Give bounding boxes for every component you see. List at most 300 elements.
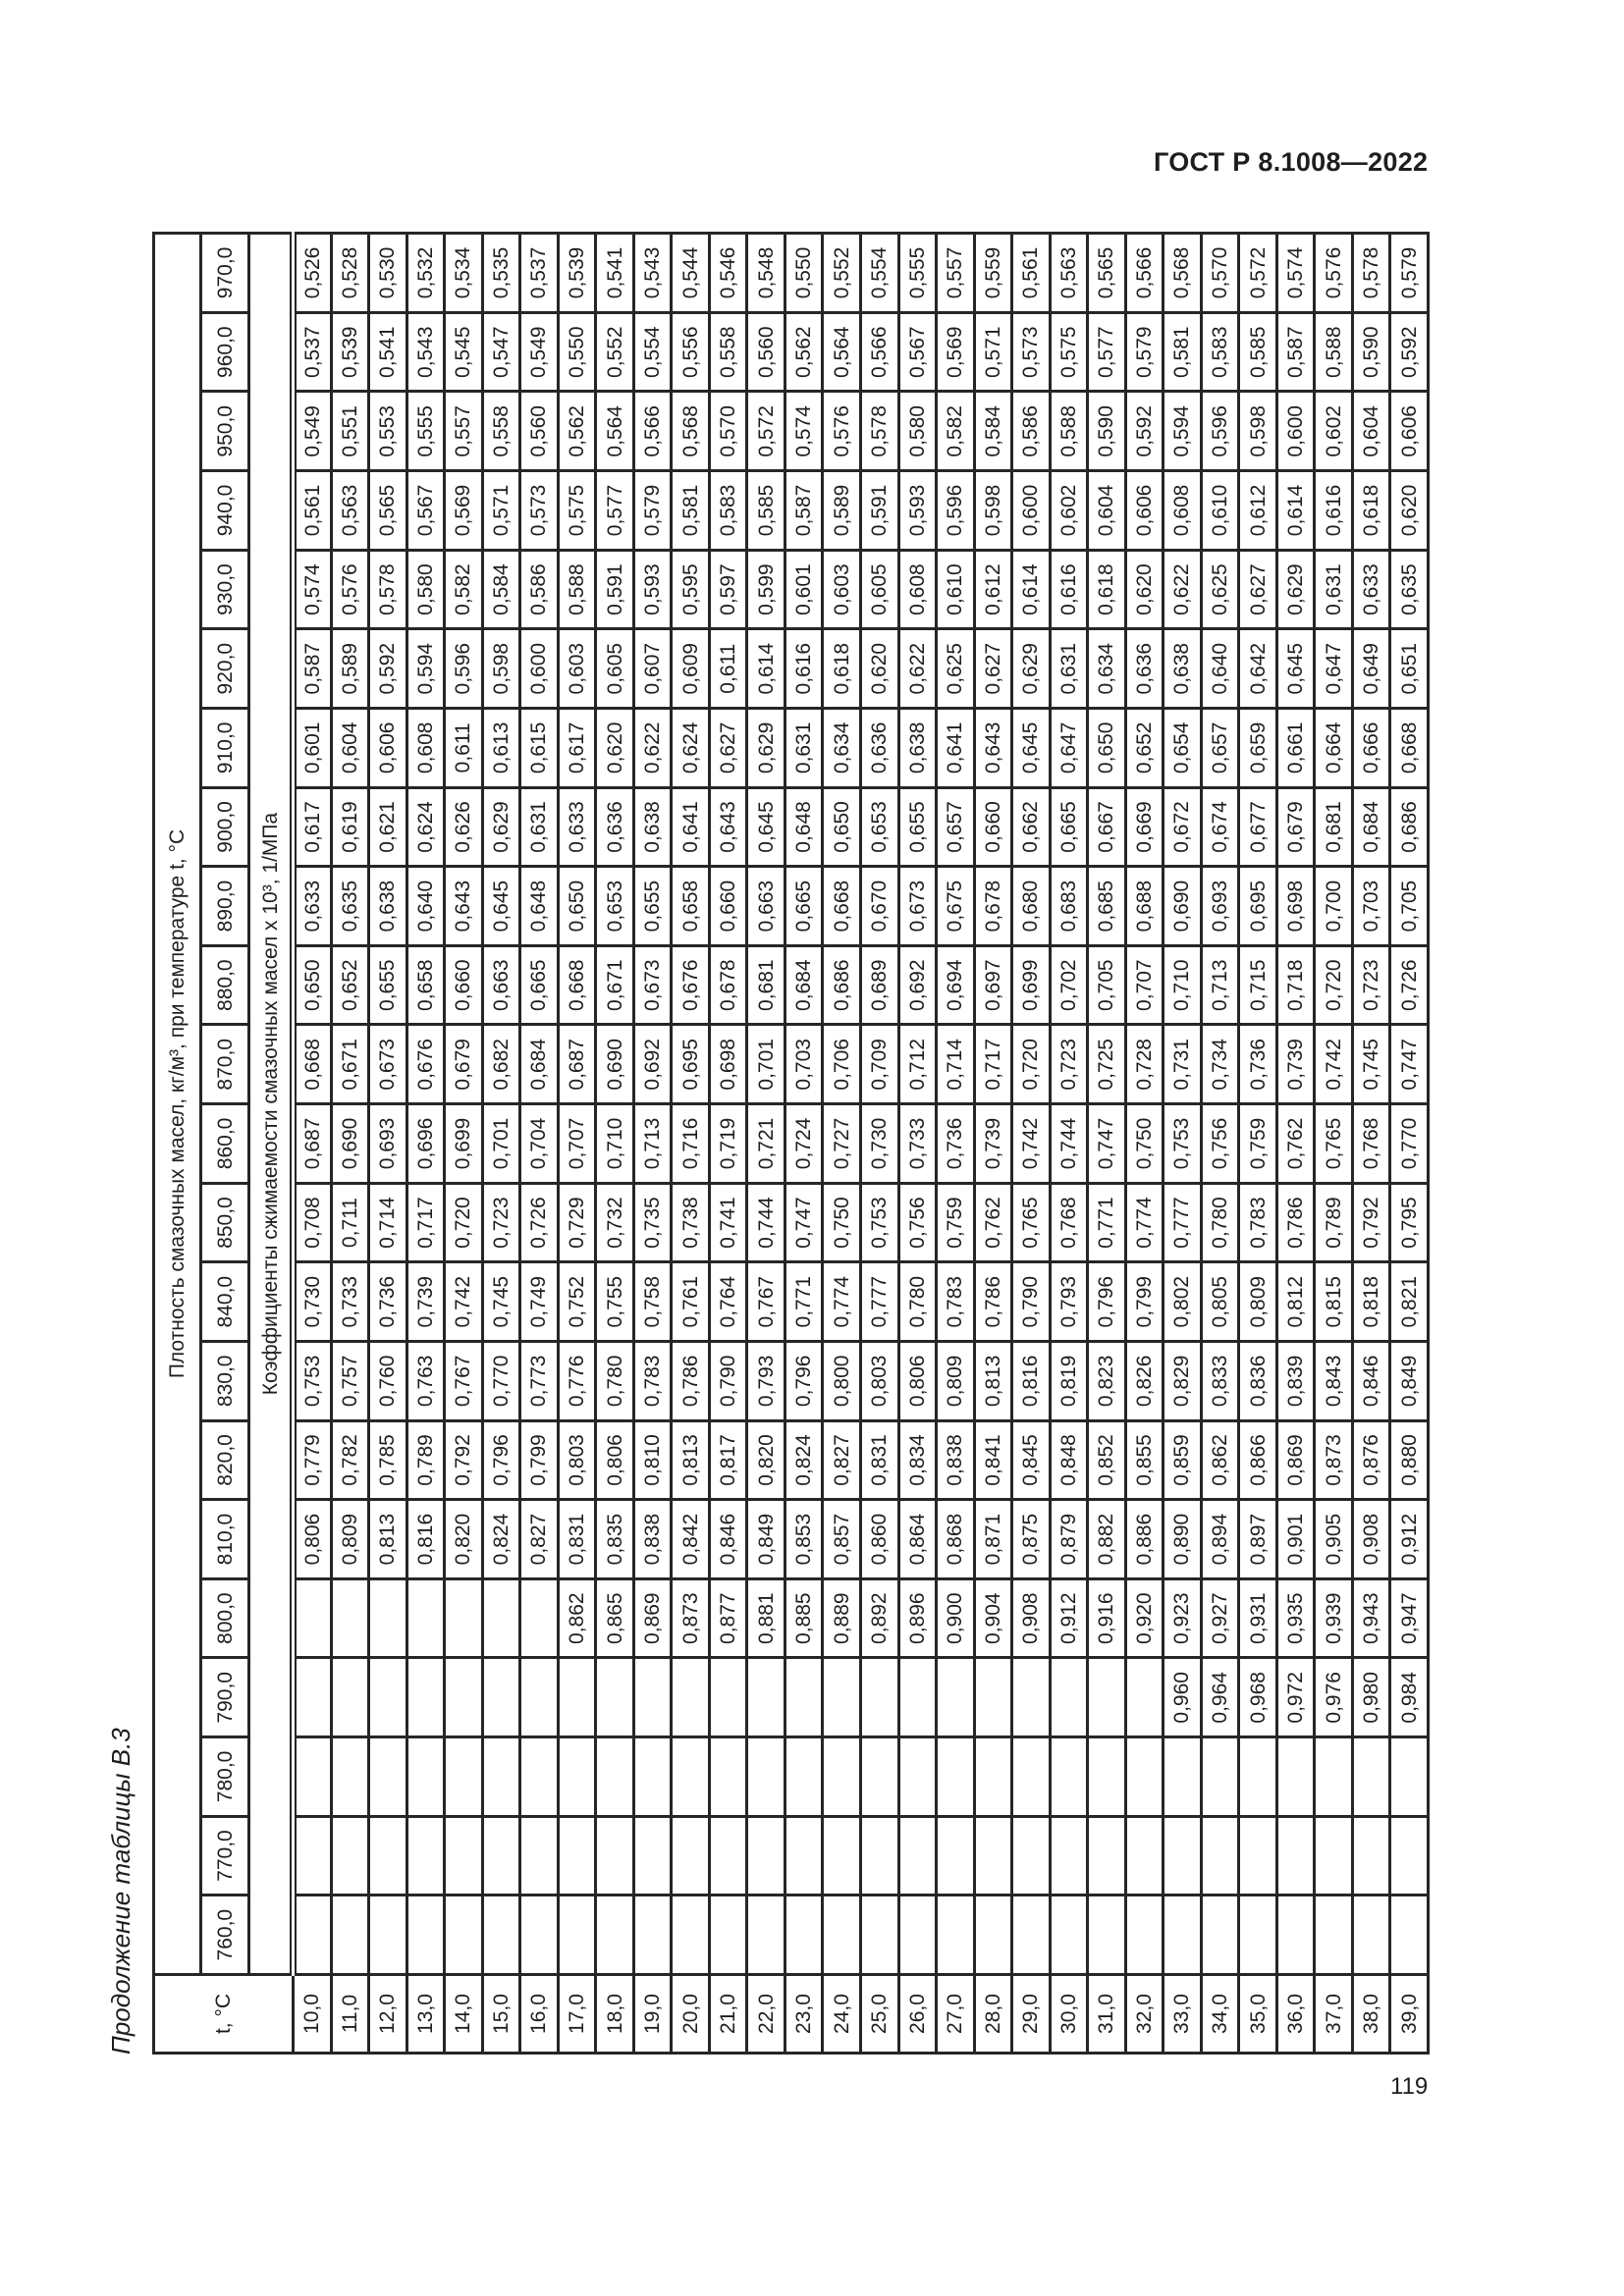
- coefficient-cell: [294, 1816, 332, 1896]
- temperature-cell: 38,0: [1352, 1975, 1390, 2054]
- table-row: [406, 234, 445, 2054]
- coefficient-cell: [633, 1658, 672, 1737]
- coefficient-cell: 0,568: [1164, 234, 1202, 313]
- coefficient-cell: 0,846: [1352, 1342, 1390, 1421]
- coefficient-cell: 0,592: [369, 629, 407, 709]
- coefficient-cell: 0,706: [823, 1025, 861, 1104]
- coefficient-cell: 0,843: [1315, 1342, 1353, 1421]
- coefficient-cell: 0,686: [823, 945, 861, 1025]
- coefficient-cell: 0,638: [898, 709, 937, 788]
- coefficient-cell: 0,848: [1050, 1420, 1088, 1500]
- coefficient-cell: 0,602: [1315, 392, 1353, 471]
- coefficient-cell: 0,816: [1012, 1342, 1051, 1421]
- coefficient-cell: [558, 1816, 596, 1896]
- coefficient-cell: [1315, 1816, 1353, 1896]
- temperature-cell: 22,0: [747, 1975, 785, 2054]
- coefficient-cell: 0,742: [1012, 1104, 1051, 1184]
- density-column-header: 940,0: [201, 471, 249, 551]
- coefficient-cell: 0,885: [785, 1578, 823, 1658]
- coefficient-cell: 0,770: [482, 1342, 520, 1421]
- density-column-header: 900,0: [201, 787, 249, 867]
- coefficient-cell: 0,579: [633, 471, 672, 551]
- coefficient-cell: 0,588: [558, 550, 596, 629]
- coefficient-cell: [294, 1896, 332, 1975]
- coefficient-cell: 0,593: [633, 550, 672, 629]
- coefficient-cell: 0,742: [445, 1262, 483, 1342]
- coefficient-cell: 0,563: [1050, 234, 1088, 313]
- density-column-header: 850,0: [201, 1183, 249, 1262]
- density-title: Плотность смазочных масел, кг/м³, при температуре t, °C: [154, 234, 201, 1975]
- coefficient-cell: [445, 1737, 483, 1817]
- coefficient-cell: 0,590: [1352, 312, 1390, 392]
- coefficient-cell: 0,868: [937, 1500, 975, 1579]
- coefficient-cell: [1050, 1816, 1088, 1896]
- coefficient-cell: [1164, 1816, 1202, 1896]
- coefficient-cell: 0,687: [558, 1025, 596, 1104]
- coefficient-cell: 0,627: [974, 629, 1012, 709]
- coefficient-cell: 0,968: [1239, 1658, 1277, 1737]
- coefficient-cell: 0,679: [1276, 787, 1315, 867]
- coefficient-cell: [1050, 1896, 1088, 1975]
- coefficient-cell: 0,806: [294, 1500, 332, 1579]
- coefficient-cell: [1125, 1816, 1164, 1896]
- coefficient-cell: 0,664: [1315, 709, 1353, 788]
- coefficient-cell: 0,763: [406, 1342, 445, 1421]
- coefficient-cell: [860, 1658, 898, 1737]
- coefficient-cell: 0,984: [1390, 1658, 1429, 1737]
- coefficient-cell: [596, 1658, 634, 1737]
- coefficient-cell: 0,845: [1012, 1420, 1051, 1500]
- coefficient-cell: 0,753: [294, 1342, 332, 1421]
- coefficient-cell: [1088, 1896, 1126, 1975]
- coefficient-cell: 0,862: [1201, 1420, 1239, 1500]
- coefficient-cell: [294, 1737, 332, 1817]
- coefficient-cell: 0,860: [860, 1500, 898, 1579]
- coefficient-cell: 0,873: [672, 1578, 710, 1658]
- coefficient-cell: 0,710: [596, 1104, 634, 1184]
- temperature-cell: 35,0: [1239, 1975, 1277, 2054]
- coefficient-cell: 0,572: [1239, 234, 1277, 313]
- coefficient-cell: 0,741: [709, 1183, 747, 1262]
- coefficient-cell: 0,853: [785, 1500, 823, 1579]
- coefficient-cell: 0,552: [823, 234, 861, 313]
- coefficient-cell: 0,684: [520, 1025, 559, 1104]
- coefficient-cell: [1276, 1816, 1315, 1896]
- coefficient-cell: 0,650: [294, 945, 332, 1025]
- coefficient-cell: 0,590: [1088, 392, 1126, 471]
- coefficient-cell: [823, 1737, 861, 1817]
- coefficient-cell: 0,548: [747, 234, 785, 313]
- coefficient-cell: 0,875: [1012, 1500, 1051, 1579]
- coefficient-cell: 0,803: [558, 1420, 596, 1500]
- table-row: [1125, 234, 1164, 2054]
- coefficient-cell: 0,583: [1201, 312, 1239, 392]
- coefficient-cell: [596, 1737, 634, 1817]
- table-row: [1088, 234, 1126, 2054]
- table-row: [369, 234, 407, 2054]
- coefficient-cell: 0,663: [482, 945, 520, 1025]
- coefficient-cell: 0,648: [520, 867, 559, 946]
- coefficient-cell: 0,653: [860, 787, 898, 867]
- coefficient-cell: 0,770: [1390, 1104, 1429, 1184]
- coefficient-cell: [672, 1737, 710, 1817]
- coefficient-cell: 0,780: [898, 1262, 937, 1342]
- coefficient-cell: 0,745: [482, 1262, 520, 1342]
- coefficient-cell: [709, 1737, 747, 1817]
- coefficient-cell: 0,596: [445, 629, 483, 709]
- coefficient-cell: 0,655: [898, 787, 937, 867]
- table-row: [1012, 234, 1051, 2054]
- temperature-cell: 16,0: [520, 1975, 559, 2054]
- compressibility-table-container: [152, 232, 1430, 2055]
- coefficient-cell: [937, 1658, 975, 1737]
- coefficient-cell: 0,631: [520, 787, 559, 867]
- coefficient-cell: 0,839: [1276, 1342, 1315, 1421]
- coefficient-cell: 0,634: [823, 709, 861, 788]
- coefficient-cell: 0,631: [1315, 550, 1353, 629]
- coefficient-cell: 0,562: [785, 312, 823, 392]
- density-column-header: 880,0: [201, 945, 249, 1025]
- temperature-cell: 37,0: [1315, 1975, 1353, 2054]
- coefficient-cell: 0,674: [1201, 787, 1239, 867]
- coefficient-cell: 0,780: [596, 1342, 634, 1421]
- coefficient-cell: 0,920: [1125, 1578, 1164, 1658]
- coefficient-cell: 0,765: [1315, 1104, 1353, 1184]
- coefficient-cell: [1239, 1816, 1277, 1896]
- coefficient-cell: 0,786: [1276, 1183, 1315, 1262]
- coefficient-cell: 0,779: [294, 1420, 332, 1500]
- coefficient-cell: 0,800: [823, 1342, 861, 1421]
- coefficient-cell: 0,599: [747, 550, 785, 629]
- coefficient-cell: 0,575: [558, 471, 596, 551]
- table-row: [1239, 234, 1277, 2054]
- coefficient-cell: 0,786: [672, 1342, 710, 1421]
- coefficient-cell: [747, 1816, 785, 1896]
- coefficient-cell: [633, 1816, 672, 1896]
- coefficient-cell: [1125, 1658, 1164, 1737]
- coefficient-cell: 0,654: [1164, 709, 1202, 788]
- coefficient-cell: 0,600: [1276, 392, 1315, 471]
- coefficient-cell: 0,584: [482, 550, 520, 629]
- coefficient-cell: 0,831: [558, 1500, 596, 1579]
- coefficient-cell: 0,720: [445, 1183, 483, 1262]
- temperature-cell: 28,0: [974, 1975, 1012, 2054]
- coefficient-cell: 0,582: [445, 550, 483, 629]
- coefficient-cell: 0,605: [860, 550, 898, 629]
- coefficient-cell: 0,792: [1352, 1183, 1390, 1262]
- coefficient-cell: 0,561: [294, 471, 332, 551]
- coefficient-cell: 0,771: [1088, 1183, 1126, 1262]
- table-row: [937, 234, 975, 2054]
- coefficient-cell: 0,857: [823, 1500, 861, 1579]
- coefficient-cell: 0,783: [1239, 1183, 1277, 1262]
- coefficient-cell: 0,821: [1390, 1262, 1429, 1342]
- coefficient-cell: 0,541: [369, 312, 407, 392]
- coefficient-cell: 0,703: [1352, 867, 1390, 946]
- coefficient-cell: 0,627: [709, 709, 747, 788]
- coefficient-cell: 0,813: [672, 1420, 710, 1500]
- coefficient-cell: 0,620: [860, 629, 898, 709]
- coefficient-cell: 0,694: [937, 945, 975, 1025]
- coefficient-cell: [823, 1896, 861, 1975]
- coefficient-cell: 0,792: [445, 1420, 483, 1500]
- coefficient-cell: 0,882: [1088, 1500, 1126, 1579]
- coefficient-title: Коэффициенты сжимаемости смазочных масел x 10³, 1/МПа: [249, 234, 294, 1975]
- coefficient-cell: 0,657: [1201, 709, 1239, 788]
- coefficient-cell: 0,730: [294, 1262, 332, 1342]
- coefficient-cell: 0,809: [331, 1500, 369, 1579]
- table-row: [974, 234, 1012, 2054]
- density-column-header: 760,0: [201, 1896, 249, 1975]
- coefficient-cell: 0,704: [520, 1104, 559, 1184]
- coefficient-cell: 0,562: [558, 392, 596, 471]
- coefficient-cell: 0,641: [672, 787, 710, 867]
- coefficient-cell: 0,554: [860, 234, 898, 313]
- coefficient-cell: 0,805: [1201, 1262, 1239, 1342]
- coefficient-cell: 0,723: [1352, 945, 1390, 1025]
- coefficient-cell: 0,670: [860, 867, 898, 946]
- coefficient-cell: 0,671: [596, 945, 634, 1025]
- coefficient-cell: 0,587: [785, 471, 823, 551]
- coefficient-cell: [331, 1896, 369, 1975]
- coefficient-cell: 0,759: [1239, 1104, 1277, 1184]
- coefficient-cell: 0,726: [520, 1183, 559, 1262]
- coefficient-cell: 0,714: [937, 1025, 975, 1104]
- temperature-cell: 30,0: [1050, 1975, 1088, 2054]
- coefficient-cell: 0,653: [596, 867, 634, 946]
- coefficient-cell: 0,931: [1239, 1578, 1277, 1658]
- coefficient-cell: 0,528: [331, 234, 369, 313]
- coefficient-cell: 0,604: [331, 709, 369, 788]
- coefficient-cell: 0,600: [520, 629, 559, 709]
- coefficient-cell: 0,842: [672, 1500, 710, 1579]
- temperature-cell: 34,0: [1201, 1975, 1239, 2054]
- coefficient-cell: [1012, 1896, 1051, 1975]
- coefficient-cell: 0,584: [974, 392, 1012, 471]
- coefficient-cell: 0,774: [1125, 1183, 1164, 1262]
- temperature-cell: 11,0: [331, 1975, 369, 2054]
- coefficient-cell: 0,648: [785, 787, 823, 867]
- coefficient-cell: 0,614: [1276, 471, 1315, 551]
- coefficient-cell: 0,633: [294, 867, 332, 946]
- coefficient-cell: [823, 1658, 861, 1737]
- coefficient-cell: 0,611: [709, 629, 747, 709]
- coefficient-cell: 0,609: [672, 629, 710, 709]
- coefficient-cell: 0,904: [974, 1578, 1012, 1658]
- coefficient-cell: 0,712: [898, 1025, 937, 1104]
- coefficient-cell: 0,544: [672, 234, 710, 313]
- coefficient-cell: 0,671: [331, 1025, 369, 1104]
- coefficient-cell: 0,563: [331, 471, 369, 551]
- coefficient-cell: 0,736: [937, 1104, 975, 1184]
- coefficient-cell: 0,577: [596, 471, 634, 551]
- temperature-cell: 13,0: [406, 1975, 445, 2054]
- coefficient-cell: [823, 1816, 861, 1896]
- coefficient-cell: 0,890: [1164, 1500, 1202, 1579]
- coefficient-cell: 0,673: [369, 1025, 407, 1104]
- table-row: [747, 234, 785, 2054]
- temperature-cell: 12,0: [369, 1975, 407, 2054]
- coefficient-cell: 0,705: [1088, 945, 1126, 1025]
- coefficient-cell: 0,826: [1125, 1342, 1164, 1421]
- temperature-cell: 19,0: [633, 1975, 672, 2054]
- coefficient-cell: 0,916: [1088, 1578, 1126, 1658]
- coefficient-cell: [294, 1658, 332, 1737]
- coefficient-cell: 0,723: [1050, 1025, 1088, 1104]
- coefficient-cell: 0,833: [1201, 1342, 1239, 1421]
- density-column-header: 780,0: [201, 1737, 249, 1817]
- page-number: 119: [1390, 2073, 1429, 2100]
- coefficient-cell: 0,629: [482, 787, 520, 867]
- coefficient-cell: 0,756: [898, 1183, 937, 1262]
- coefficient-cell: [406, 1896, 445, 1975]
- coefficient-cell: 0,557: [937, 234, 975, 313]
- coefficient-cell: 0,793: [1050, 1262, 1088, 1342]
- temperature-cell: 33,0: [1164, 1975, 1202, 2054]
- coefficient-cell: 0,659: [1239, 709, 1277, 788]
- coefficient-cell: 0,960: [1164, 1658, 1202, 1737]
- temperature-cell: 20,0: [672, 1975, 710, 2054]
- coefficient-cell: 0,573: [520, 471, 559, 551]
- coefficient-cell: 0,592: [1390, 312, 1429, 392]
- coefficient-cell: 0,790: [1012, 1262, 1051, 1342]
- coefficient-cell: [1012, 1737, 1051, 1817]
- coefficient-cell: [369, 1737, 407, 1817]
- coefficient-cell: 0,545: [445, 312, 483, 392]
- coefficient-cell: 0,558: [482, 392, 520, 471]
- coefficient-cell: 0,866: [1239, 1420, 1277, 1500]
- coefficient-cell: 0,802: [1164, 1262, 1202, 1342]
- coefficient-cell: 0,724: [785, 1104, 823, 1184]
- coefficient-cell: [369, 1658, 407, 1737]
- coefficient-cell: [1125, 1896, 1164, 1975]
- coefficient-cell: 0,806: [596, 1420, 634, 1500]
- coefficient-cell: 0,824: [785, 1420, 823, 1500]
- coefficient-cell: [1164, 1896, 1202, 1975]
- coefficient-cell: 0,549: [294, 392, 332, 471]
- coefficient-cell: 0,633: [558, 787, 596, 867]
- coefficient-cell: 0,551: [331, 392, 369, 471]
- coefficient-cell: 0,626: [445, 787, 483, 867]
- coefficient-cell: 0,678: [709, 945, 747, 1025]
- coefficient-cell: 0,576: [823, 392, 861, 471]
- coefficient-cell: 0,869: [633, 1578, 672, 1658]
- coefficient-cell: 0,815: [1315, 1262, 1353, 1342]
- coefficient-cell: 0,827: [520, 1500, 559, 1579]
- coefficient-cell: 0,744: [747, 1183, 785, 1262]
- coefficient-cell: 0,570: [1201, 234, 1239, 313]
- coefficient-cell: 0,869: [1276, 1420, 1315, 1500]
- temperature-cell: 14,0: [445, 1975, 483, 2054]
- coefficient-cell: 0,672: [1164, 787, 1202, 867]
- coefficient-cell: [1088, 1816, 1126, 1896]
- coefficient-cell: 0,695: [1239, 867, 1277, 946]
- coefficient-cell: 0,577: [1088, 312, 1126, 392]
- coefficient-cell: 0,886: [1125, 1500, 1164, 1579]
- coefficient-cell: 0,636: [596, 787, 634, 867]
- coefficient-cell: [482, 1737, 520, 1817]
- coefficient-cell: [633, 1896, 672, 1975]
- coefficient-cell: 0,665: [785, 867, 823, 946]
- coefficient-cell: 0,588: [1050, 392, 1088, 471]
- coefficient-cell: 0,773: [520, 1342, 559, 1421]
- coefficient-cell: 0,585: [1239, 312, 1277, 392]
- coefficient-cell: 0,532: [406, 234, 445, 313]
- coefficient-cell: 0,589: [331, 629, 369, 709]
- table-row: [1352, 234, 1390, 2054]
- coefficient-cell: [785, 1658, 823, 1737]
- coefficient-cell: 0,710: [1164, 945, 1202, 1025]
- coefficient-cell: 0,643: [709, 787, 747, 867]
- coefficient-cell: 0,739: [1276, 1025, 1315, 1104]
- coefficient-cell: 0,846: [709, 1500, 747, 1579]
- temperature-cell: 17,0: [558, 1975, 596, 2054]
- coefficient-cell: 0,561: [1012, 234, 1051, 313]
- coefficient-cell: 0,636: [860, 709, 898, 788]
- coefficient-cell: 0,677: [1239, 787, 1277, 867]
- coefficient-cell: 0,645: [1276, 629, 1315, 709]
- coefficient-cell: 0,601: [785, 550, 823, 629]
- coefficient-cell: 0,618: [823, 629, 861, 709]
- coefficient-cell: 0,727: [823, 1104, 861, 1184]
- coefficient-cell: [747, 1896, 785, 1975]
- coefficient-cell: 0,720: [1012, 1025, 1051, 1104]
- coefficient-cell: 0,767: [747, 1262, 785, 1342]
- coefficient-cell: 0,566: [1125, 234, 1164, 313]
- coefficient-cell: 0,658: [406, 945, 445, 1025]
- coefficient-cell: 0,701: [747, 1025, 785, 1104]
- coefficient-cell: 0,799: [520, 1420, 559, 1500]
- coefficient-cell: 0,669: [1125, 787, 1164, 867]
- coefficient-cell: 0,555: [898, 234, 937, 313]
- coefficient-cell: 0,616: [1050, 550, 1088, 629]
- coefficient-cell: 0,803: [860, 1342, 898, 1421]
- coefficient-cell: 0,698: [709, 1025, 747, 1104]
- coefficient-cell: 0,655: [369, 945, 407, 1025]
- coefficient-cell: 0,749: [520, 1262, 559, 1342]
- coefficient-cell: 0,793: [747, 1342, 785, 1421]
- coefficient-cell: 0,576: [331, 550, 369, 629]
- coefficient-cell: [1239, 1737, 1277, 1817]
- coefficient-cell: 0,624: [406, 787, 445, 867]
- coefficient-cell: 0,634: [1088, 629, 1126, 709]
- temperature-cell: 25,0: [860, 1975, 898, 2054]
- coefficient-cell: [898, 1816, 937, 1896]
- coefficient-cell: [294, 1578, 332, 1658]
- table-row: [709, 234, 747, 2054]
- coefficient-cell: [898, 1658, 937, 1737]
- coefficient-cell: 0,594: [406, 629, 445, 709]
- coefficient-cell: 0,530: [369, 234, 407, 313]
- coefficient-cell: [1088, 1737, 1126, 1817]
- coefficient-cell: 0,586: [1012, 392, 1051, 471]
- coefficient-cell: [974, 1816, 1012, 1896]
- coefficient-cell: [747, 1737, 785, 1817]
- coefficient-cell: 0,591: [596, 550, 634, 629]
- table-caption: Продолжение таблицы В.3: [106, 1728, 135, 2055]
- coefficient-cell: 0,905: [1315, 1500, 1353, 1579]
- coefficient-cell: 0,729: [558, 1183, 596, 1262]
- coefficient-cell: 0,742: [1315, 1025, 1353, 1104]
- coefficient-cell: 0,725: [1088, 1025, 1126, 1104]
- coefficient-cell: [785, 1737, 823, 1817]
- coefficient-cell: [709, 1658, 747, 1737]
- coefficient-cell: [520, 1737, 559, 1817]
- coefficient-cell: [709, 1896, 747, 1975]
- coefficient-cell: 0,894: [1201, 1500, 1239, 1579]
- coefficient-cell: 0,841: [974, 1420, 1012, 1500]
- coefficient-cell: 0,820: [445, 1500, 483, 1579]
